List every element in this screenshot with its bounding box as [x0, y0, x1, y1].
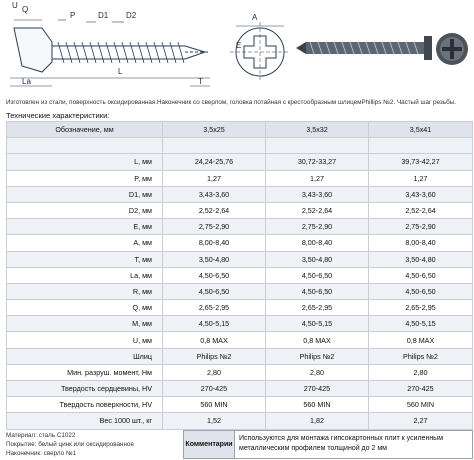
cell-value: 3,50-4,80	[369, 251, 473, 267]
table-row	[7, 251, 473, 267]
cell-value: 560 MIN	[369, 397, 473, 413]
cell-value: 3,43-3,60	[163, 186, 266, 202]
row-label: Мин. разруш. момент, Нм	[7, 364, 163, 380]
cell-value: 2,27	[369, 413, 473, 429]
coating-line: Покрытие: белый цинк или оксидированное	[6, 441, 134, 448]
cell-value: 8,00-8,40	[163, 235, 266, 251]
cell-value: 2,75-2,90	[266, 219, 369, 235]
row-label: Твердость сердцевины, HV	[7, 381, 163, 397]
cell-value: 0,8 MAX	[266, 332, 369, 348]
cell-value: 8,00-8,40	[266, 235, 369, 251]
cell-value: 4,50-5,15	[369, 316, 473, 332]
cell-value: 2,80	[163, 364, 266, 380]
tip-line: Наконечник: сверло №1	[6, 450, 77, 457]
dim-label-u: U	[12, 1, 18, 10]
dim-label-t: T	[198, 77, 203, 86]
cell-value: 3,43-3,60	[266, 186, 369, 202]
cell-value: 24,24-25,76	[163, 154, 266, 170]
cell-value: 2,65-2,95	[266, 300, 369, 316]
row-label: D1, мм	[7, 186, 163, 202]
table-row	[7, 364, 473, 380]
cell-value: 39,73-42,27	[369, 154, 473, 170]
header-designation: Обозначение, мм	[7, 122, 163, 138]
cell-value: Philips №2	[266, 348, 369, 364]
row-label: La, мм	[7, 267, 163, 283]
cell-value: 3,50-4,80	[266, 251, 369, 267]
header-size-2: 3,5х32	[266, 122, 369, 138]
table-header-row	[7, 122, 473, 138]
table-row	[7, 267, 473, 283]
screw-technical-drawing	[0, 0, 474, 96]
cell-value: 3,50-4,80	[163, 251, 266, 267]
row-label: T, мм	[7, 251, 163, 267]
cell-value	[163, 138, 266, 154]
cell-value: 2,80	[369, 364, 473, 380]
cell-value: Philips №2	[369, 348, 473, 364]
cell-value: 4,50-5,15	[266, 316, 369, 332]
row-label: A, мм	[7, 235, 163, 251]
spec-section-title: Технические характеристики:	[6, 111, 110, 120]
table-row	[7, 186, 473, 202]
cell-value: 8,00-8,40	[369, 235, 473, 251]
cell-value: 270-425	[163, 381, 266, 397]
row-label: R, мм	[7, 283, 163, 299]
cell-value: 0,8 MAX	[369, 332, 473, 348]
cell-value: 0,8 MAX	[163, 332, 266, 348]
table-row	[7, 397, 473, 413]
dim-label-la: La	[22, 77, 31, 86]
table-row	[7, 202, 473, 218]
cell-value: 2,52-2,64	[266, 202, 369, 218]
dim-label-p: P	[70, 11, 76, 20]
cell-value: 4,50-6,50	[369, 283, 473, 299]
cell-value: 3,43-3,60	[369, 186, 473, 202]
row-label: Шлиц	[7, 348, 163, 364]
comment-box	[183, 430, 473, 459]
row-label: E, мм	[7, 219, 163, 235]
cell-value: 560 MIN	[163, 397, 266, 413]
cell-value: 2,75-2,90	[163, 219, 266, 235]
header-size-3: 3,5х41	[369, 122, 473, 138]
cell-value: 4,50-6,50	[266, 267, 369, 283]
table-row	[7, 283, 473, 299]
cell-value: 1,27	[369, 170, 473, 186]
row-label: Q, мм	[7, 300, 163, 316]
cell-value: 1,27	[163, 170, 266, 186]
table-row	[7, 316, 473, 332]
cell-value: 270-425	[266, 381, 369, 397]
dim-label-q: Q	[22, 5, 29, 14]
cell-value: 1,82	[266, 413, 369, 429]
cell-value: Philips №2	[163, 348, 266, 364]
table-row	[7, 138, 473, 154]
row-label: U, мм	[7, 332, 163, 348]
row-label: Твердость поверхности, HV	[7, 397, 163, 413]
cell-value: 4,50-6,50	[163, 283, 266, 299]
screw-head-top-view	[230, 22, 290, 82]
dim-label-a: A	[252, 13, 258, 22]
cell-value: 30,72-33,27	[266, 154, 369, 170]
cell-value: 2,80	[266, 364, 369, 380]
comment-label: Комментарии	[184, 431, 235, 458]
cell-value: 2,52-2,64	[163, 202, 266, 218]
specifications-table	[6, 121, 473, 430]
table-row	[7, 332, 473, 348]
cell-value: 1,27	[266, 170, 369, 186]
table-row	[7, 154, 473, 170]
dim-label-e: E	[236, 41, 242, 50]
cell-value: 560 MIN	[266, 397, 369, 413]
table-row	[7, 170, 473, 186]
cell-value: 270-425	[369, 381, 473, 397]
row-label: L, мм	[7, 154, 163, 170]
header-size-1: 3,5х25	[163, 122, 266, 138]
row-label	[7, 138, 163, 154]
row-label: P, мм	[7, 170, 163, 186]
cell-value: 4,50-5,15	[163, 316, 266, 332]
dim-label-d2: D2	[126, 11, 137, 20]
material-info	[6, 431, 134, 458]
table-row	[7, 219, 473, 235]
table-row	[7, 381, 473, 397]
cell-value	[369, 138, 473, 154]
screw-photo	[296, 33, 468, 65]
row-label: M, мм	[7, 316, 163, 332]
cell-value: 2,65-2,95	[369, 300, 473, 316]
table-row	[7, 348, 473, 364]
screw-side-view	[14, 28, 208, 72]
table-row	[7, 235, 473, 251]
dim-label-d1: D1	[98, 11, 109, 20]
product-description: Изготовлен из стали, поверхность оксидированная.Наконечник со сверлом, головка потайная с крестообразным шлицемPhillips №2. Частый шаг резьбы.	[6, 99, 456, 106]
table-row	[7, 300, 473, 316]
cell-value: 4,50-6,50	[163, 267, 266, 283]
material-line: Материал: сталь C1022	[6, 432, 76, 439]
comment-text: Используются для монтажа гипсокартонных плит к усиленным металлическим профилем толщиной до 2 мм	[239, 435, 444, 452]
cell-value: 2,52-2,64	[369, 202, 473, 218]
table-row	[7, 413, 473, 429]
row-label: Вес 1000 шт., кг	[7, 413, 163, 429]
cell-value: 2,75-2,90	[369, 219, 473, 235]
cell-value: 1,52	[163, 413, 266, 429]
cell-value	[266, 138, 369, 154]
cell-value: 4,50-6,50	[369, 267, 473, 283]
thread-lines	[58, 42, 184, 63]
row-label: D2, мм	[7, 202, 163, 218]
cell-value: 4,50-6,50	[266, 283, 369, 299]
cell-value: 2,65-2,95	[163, 300, 266, 316]
dim-label-l: L	[118, 67, 123, 76]
